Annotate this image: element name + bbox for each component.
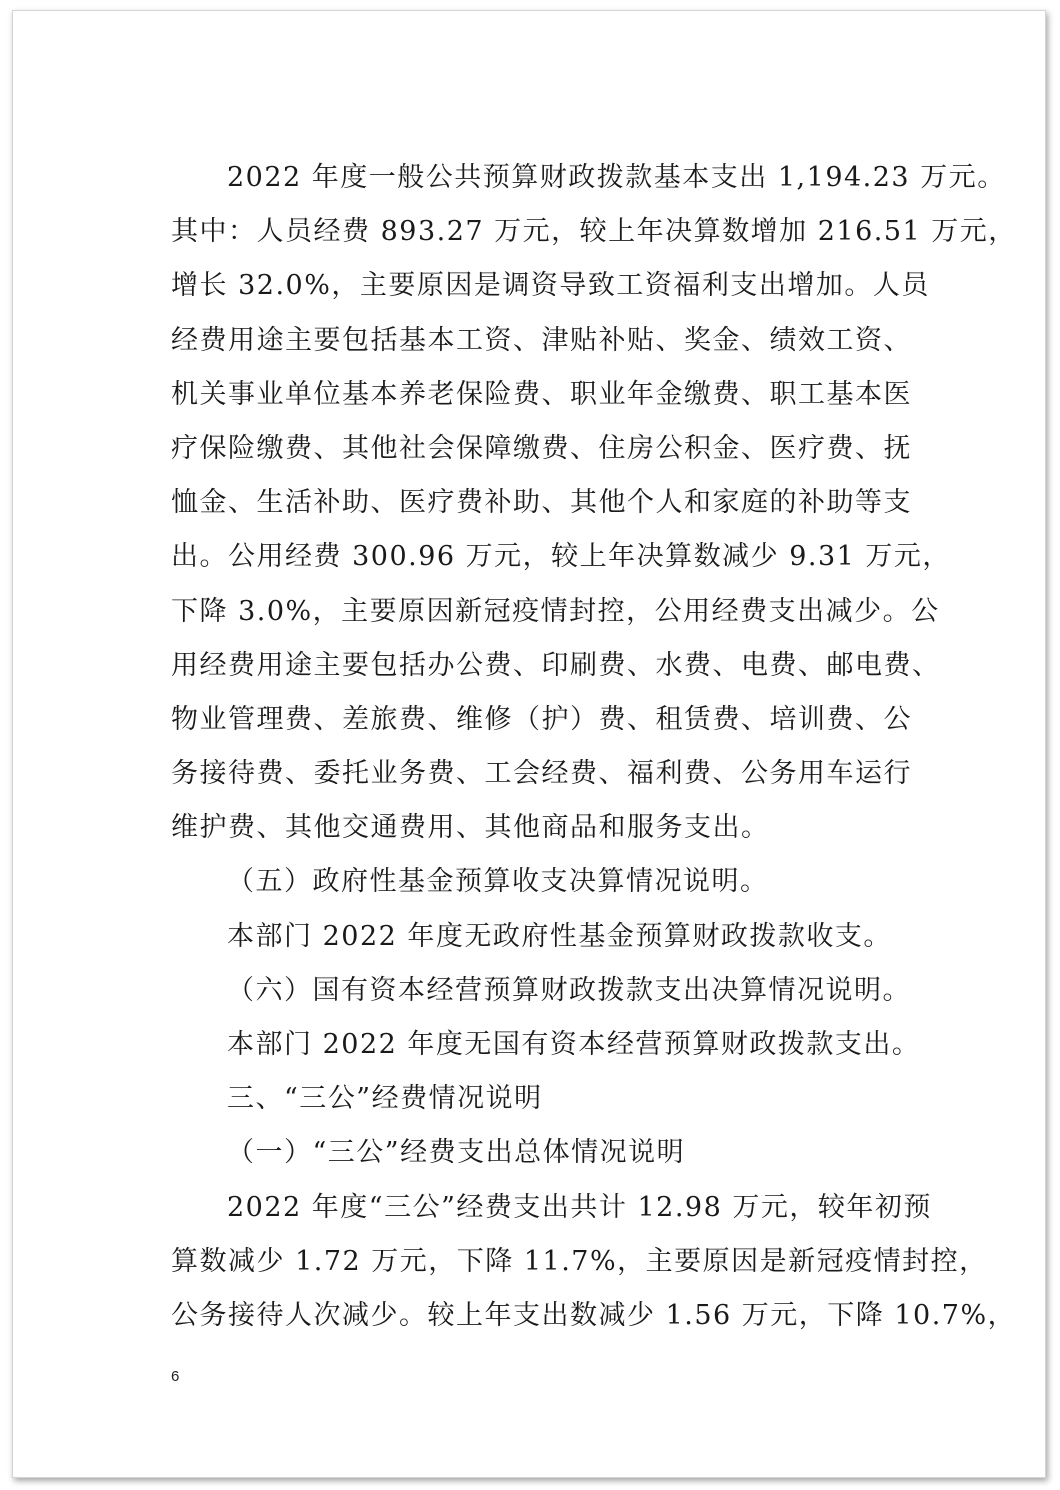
paragraph-line: 公务接待人次减少。较上年支出数减少 1.56 万元，下降 10.7%， (171, 1299, 1017, 1331)
paragraph-line: 恤金、生活补助、医疗费补助、其他个人和家庭的补助等支 (171, 487, 912, 519)
paragraph-line: 经费用途主要包括基本工资、津贴补贴、奖金、绩效工资、 (171, 324, 912, 356)
paragraph-line: 本部门 2022 年度无国有资本经营预算财政拨款支出。 (227, 1029, 921, 1060)
paragraph-line: 增长 32.0%，主要原因是调资导致工资福利支出增加。人员 (171, 270, 930, 302)
paragraph-line: 本部门 2022 年度无政府性基金预算财政拨款收支。 (227, 920, 892, 952)
section-heading: （六）国有资本经营预算财政拨款支出决算情况说明。 (227, 974, 911, 1006)
paragraph-line: 其中：人员经费 893.27 万元，较上年决算数增加 216.51 万元， (171, 216, 1017, 248)
section-heading: 三、“三公”经费情况说明 (227, 1083, 543, 1115)
page-number: 6 (171, 1368, 180, 1385)
paragraph-line: 2022 年度一般公共预算财政拨款基本支出 1,194.23 万元。 (227, 162, 1006, 193)
subsection-heading: （一）“三公”经费支出总体情况说明 (227, 1137, 686, 1169)
document-page (12, 10, 1046, 1478)
paragraph-line: 2022 年度“三公”经费支出共计 12.98 万元，较年初预 (227, 1191, 932, 1223)
paragraph-line: 务接待费、委托业务费、工会经费、福利费、公务用车运行 (171, 758, 912, 790)
paragraph-line: 疗保险缴费、其他社会保障缴费、住房公积金、医疗费、抚 (171, 432, 912, 464)
document-body (171, 151, 1017, 1343)
section-heading: （五）政府性基金预算收支决算情况说明。 (227, 866, 769, 898)
paragraph-line: 算数减少 1.72 万元，下降 11.7%，主要原因是新冠疫情封控， (171, 1245, 988, 1277)
paragraph-line: 维护费、其他交通费用、其他商品和服务支出。 (171, 812, 770, 844)
paragraph-line: 出。公用经费 300.96 万元，较上年决算数减少 9.31 万元， (171, 541, 951, 573)
paragraph-line: 物业管理费、差旅费、维修（护）费、租赁费、培训费、公 (171, 703, 912, 735)
paragraph-line: 机关事业单位基本养老保险费、职业年金缴费、职工基本医 (171, 378, 912, 410)
paragraph-line: 下降 3.0%，主要原因新冠疫情封控，公用经费支出减少。公 (171, 595, 940, 627)
paragraph-line: 用经费用途主要包括办公费、印刷费、水费、电费、邮电费、 (171, 649, 941, 681)
